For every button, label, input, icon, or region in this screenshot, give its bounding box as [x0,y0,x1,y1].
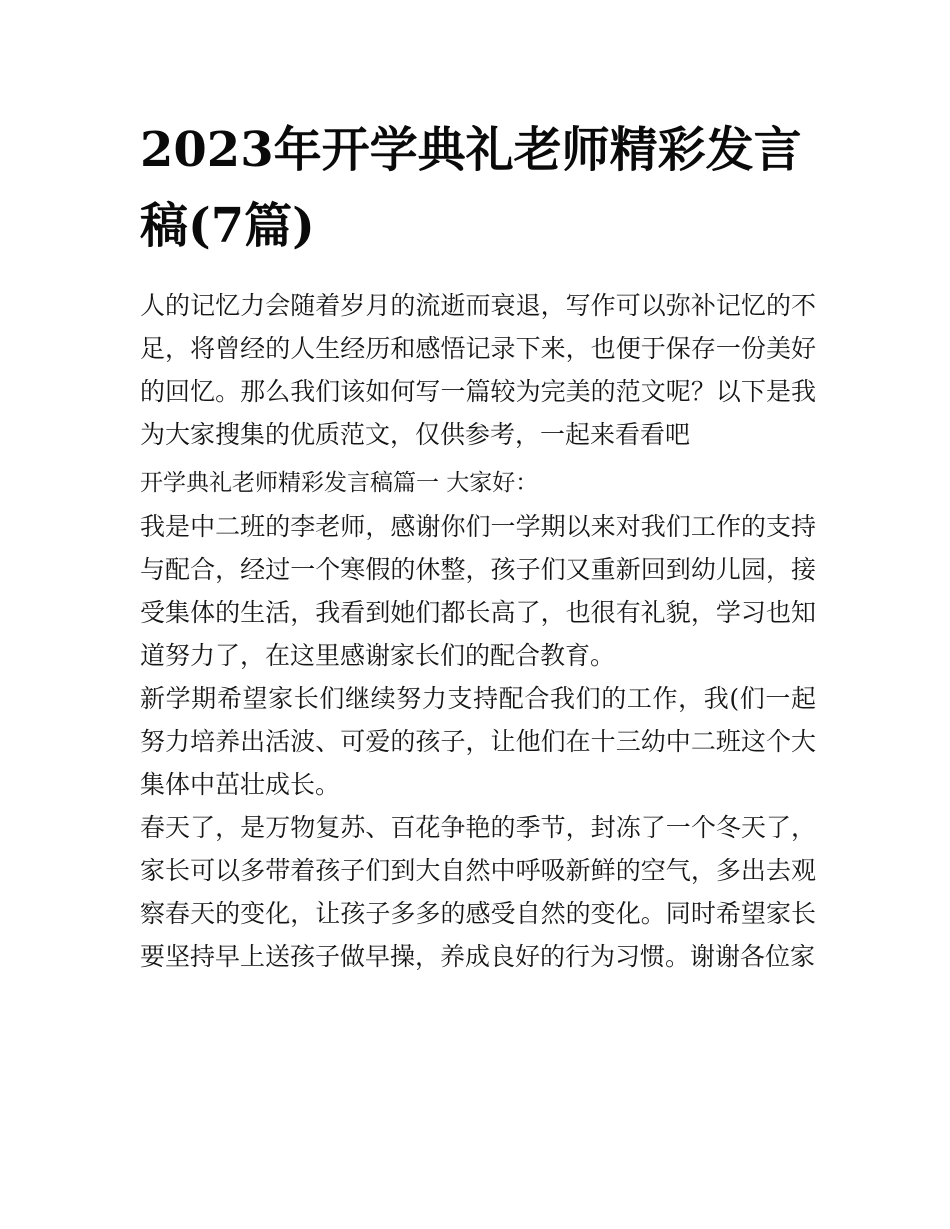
section-heading: 开学典礼老师精彩发言稿篇一 大家好： [140,470,539,496]
body-paragraph-2: 新学期希望家长们继续努力支持配合我们的工作，我(们一起努力培养出活波、可爱的孩子，让他们在十三幼中二班这个大集体中茁壮成长。 [140,684,816,799]
document-title: 2023年开学典礼老师精彩发言稿(7篇) [140,122,802,254]
intro-paragraph: 人的记忆力会随着岁月的流逝而衰退，写作可以弥补记忆的不足，将曾经的人生经历和感悟记录下来，也便于保存一份美好的回忆。那么我们该如何写一篇较为完美的范文呢？以下是我为大家搜集的优质范文，仅供参考，一起来看看吧 [140,291,816,449]
body-paragraph-3: 春天了，是万物复苏、百花争艳的季节，封冻了一个冬天了，家长可以多带着孩子们到大自然中呼吸新鲜的空气，多出去观察春天的变化，让孩子多多的感受自然的变化。同时希望家长要坚持早上送孩子做早操，养成良好的行为习惯。谢谢各位家 [140,813,816,971]
document-body [140,112,816,978]
body-paragraph-1: 我是中二班的李老师，感谢你们一学期以来对我们工作的支持与配合，经过一个寒假的休整，孩子们又重新回到幼儿园，接受集体的生活，我看到她们都长高了，也很有礼貌，学习也知道努力了，在这里感谢家长们的配合教育。 [140,512,816,670]
